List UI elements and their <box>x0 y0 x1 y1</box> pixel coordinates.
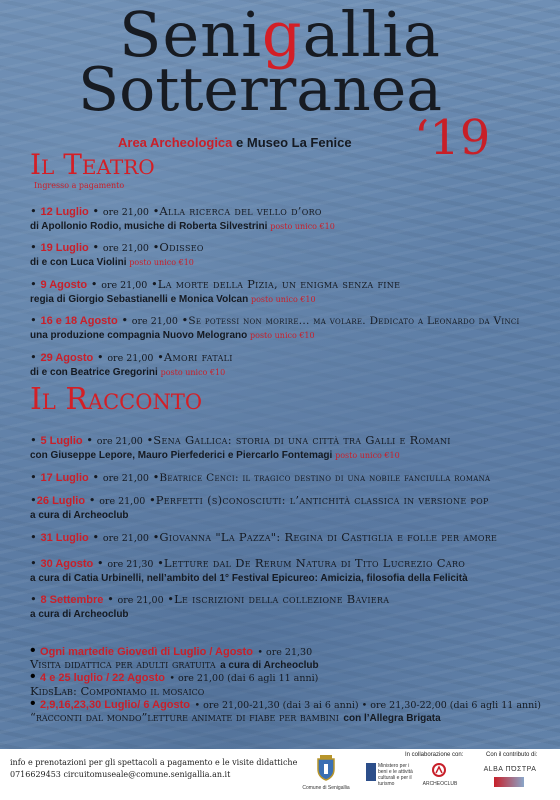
activity-kidslab-text: KidsLab: Componiamo il mosaico <box>30 684 205 698</box>
mibac-logo-icon <box>366 763 376 781</box>
venue-subtitle: Area Archeologica e Museo La Fenice <box>118 135 352 150</box>
activity-kidslab-date: • 4 e 25 luglio / 22 Agosto • ore 21,00 (dai 6 agli 11 anni) <box>30 668 319 685</box>
ingresso-note: Ingresso a pagamento <box>34 181 125 190</box>
event-racconto-6: • 8 Settembre • ore 21,00 •Le iscrizioni della collezione Baviera a cura di Archeoclub <box>30 592 390 620</box>
mibac-label: Ministero per i beni e le attività culturali e per il turismo <box>378 763 413 787</box>
event-racconto-2: • 17 Luglio • ore 21,00 •Beatrice Cenci: il tragico destino di una nobile fanciulla romana <box>30 470 491 484</box>
footer <box>0 749 560 800</box>
activity-visita-text: Visita didattica per adulti gratuita a cura di Archeoclub <box>30 657 319 671</box>
title-line-1: Senigallia <box>118 0 442 71</box>
year-label: ‘19 <box>414 110 491 166</box>
event-racconto-4: • 31 Luglio • ore 21,00 •Giovanna "La Pazza": Regina di Castiglia e folle per amore <box>30 530 498 544</box>
activity-visita-date: • Ogni martedie Giovedì di Luglio / Agosto • ore 21,30 <box>30 642 313 659</box>
event-racconto-1: • 5 Luglio • ore 21,00 •Sena Gallica: storia di una città tra Galli e Romani con Giuseppe Lepore, Mauro Pierfederici e Piercarlo Fontemagi posto unico €10 <box>30 433 451 461</box>
event-racconto-5: • 30 Agosto • ore 21,30 •Letture dal De Rerum Natura di Tito Lucrezio Caro a cura di Catia Urbinelli, nell’ambito del 1° Festival Epicureo: Amicizia, filosofia della Felicità <box>30 556 468 584</box>
alba-logo: ALBA ΠΌΣΤΡΑ <box>483 766 537 773</box>
section-teatro-heading: Il Teatro <box>30 148 155 181</box>
event-teatro-5: • 29 Agosto • ore 21,00 •Amori fatali di e con Beatrice Gregorini posto unico €10 <box>30 350 233 378</box>
activity-racconti-text: “racconti dal mondo”letture animate di fiabe per bambini con l’Allegra Brigata <box>30 710 441 724</box>
title-line-2: Sotterranea <box>77 55 442 125</box>
event-racconto-3: •26 Luglio • ore 21,00 •Perfetti (s)conosciuti: l’antichità classica in versione pop a cura di Archeoclub <box>30 493 489 521</box>
event-teatro-1: • 12 Luglio • ore 21,00 •Alla ricerca del vello d’oro di Apollonio Rodio, musiche di Roberta Silvestrini posto unico €10 <box>30 204 335 232</box>
collab-label: In collaborazione con: <box>405 752 464 758</box>
alba-logo-icon <box>494 777 524 787</box>
contact-info: info e prenotazioni per gli spettacoli a pagamento e le visite didattiche 0716629453 circuitomuseale@comune.senigallia.an.it <box>10 758 298 779</box>
contrib-label: Con il contributo di: <box>486 752 538 758</box>
archeoclub-logo-icon <box>432 763 446 782</box>
comune-label: Comune di Senigallia <box>302 785 350 791</box>
event-teatro-2: • 19 Luglio • ore 21,00 •Odisseo di e con Luca Violini posto unico €10 <box>30 240 204 268</box>
comune-crest-icon <box>316 755 336 786</box>
section-racconto-heading: Il Racconto <box>30 382 203 417</box>
event-teatro-4: • 16 e 18 Agosto • ore 21,00 •Se potessi non morire... ma volare. Dedicato a Leonardo da Vinci una produzione compagnia Nuovo Melograno posto unico €10 <box>30 313 520 341</box>
event-teatro-3: • 9 Agosto • ore 21,00 •La morte della Pizia, un enigma senza fine regia di Giorgio Sebastianelli e Monica Volcan posto unico €10 <box>30 277 401 305</box>
activity-racconti-date: • 2,9,16,23,30 Luglio/ 6 Agosto • ore 21,00-21,30 (dai 3 ai 6 anni) • ore 21,30-22,00 (dai 6 agli 11 anni) <box>30 695 541 712</box>
archeoclub-label: ARCHEOCLUB <box>422 781 458 787</box>
